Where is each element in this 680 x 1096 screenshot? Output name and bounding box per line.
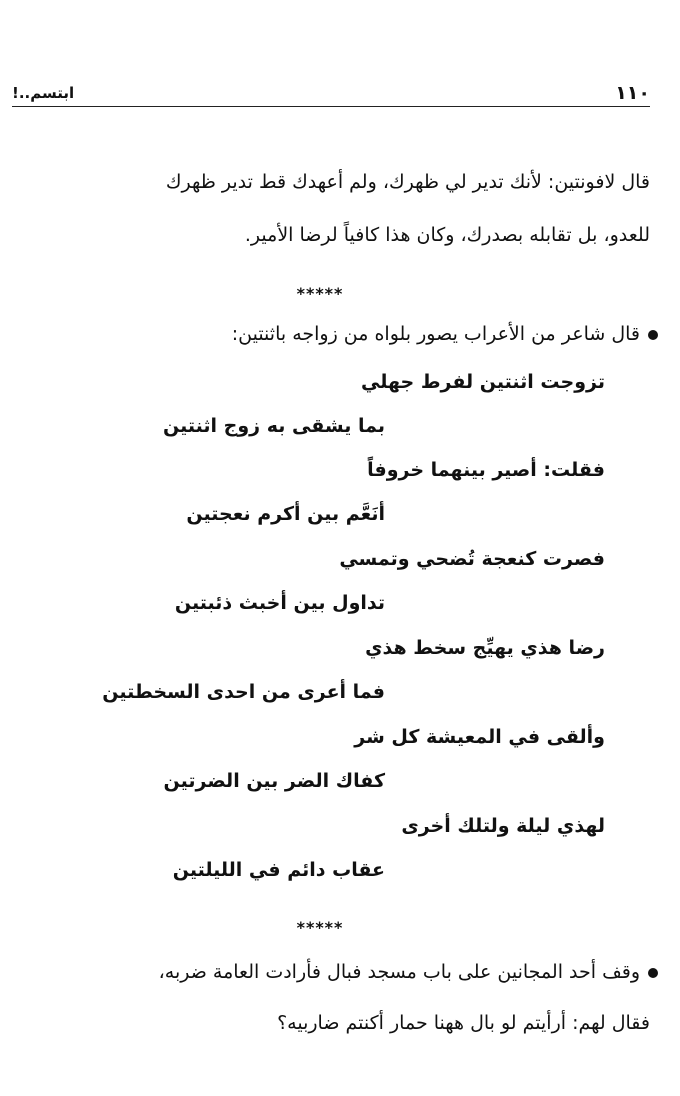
verse-line: لهذي ليلة ولتلك أخرى [401,815,605,837]
verse-line: بما يشقى به زوج اثنتين [163,415,385,437]
verse-line: تداول بين أخبث ذئبتين [174,592,385,614]
paragraph-3-line-2: فقال لهم: أرأيتم لو بال ههنا حمار أكنتم ضاربيه؟ [277,1012,650,1034]
verse-line: تزوجت اثنتين لفرط جهلي [360,371,605,393]
verse-line: كفاك الضر بين الضرتين [163,770,385,792]
verse-line: فصرت كنعجة تُضحي وتمسي [339,548,605,570]
paragraph-3-line-1-text: وقف أحد المجانين على باب مسجد فبال فأرادت العامة ضربه، [158,961,640,983]
paragraph-2-intro [22,322,658,346]
verse-line: وألقى في المعيشة كل شر [354,726,605,748]
intro-text: قال شاعر من الأعراب يصور بلواه من زواجه باثنتين: [231,323,640,345]
running-title: ابتسم..! [12,84,75,102]
verse-line: أنَعَّم بين أكرم نعجتين [186,503,385,525]
verse-line: فما أعرى من احدى السخطتين [102,681,385,703]
paragraph-1-line-2: للعدو، بل تقابله بصدرك، وكان هذا كافياً لرضا الأمير. [244,224,650,246]
verse-line: فقلت: أصير بينهما خروفاً [367,459,605,481]
verse-line: رضا هذي يهيِّج سخط هذي [365,637,605,659]
section-separator: ***** [296,918,344,937]
paragraph-1-line-1: قال لافونتين: لأنك تدير لي ظهرك، ولم أعهدك قط تدير ظهرك [165,171,650,193]
paragraph-3-line-1 [22,960,658,984]
section-separator: ***** [296,284,344,303]
bullet-icon [648,968,658,978]
verse-line: عقاب دائم في الليلتين [172,859,385,881]
bullet-icon [648,330,658,340]
page-header [12,82,650,107]
page-number: ١١٠ [615,82,650,104]
